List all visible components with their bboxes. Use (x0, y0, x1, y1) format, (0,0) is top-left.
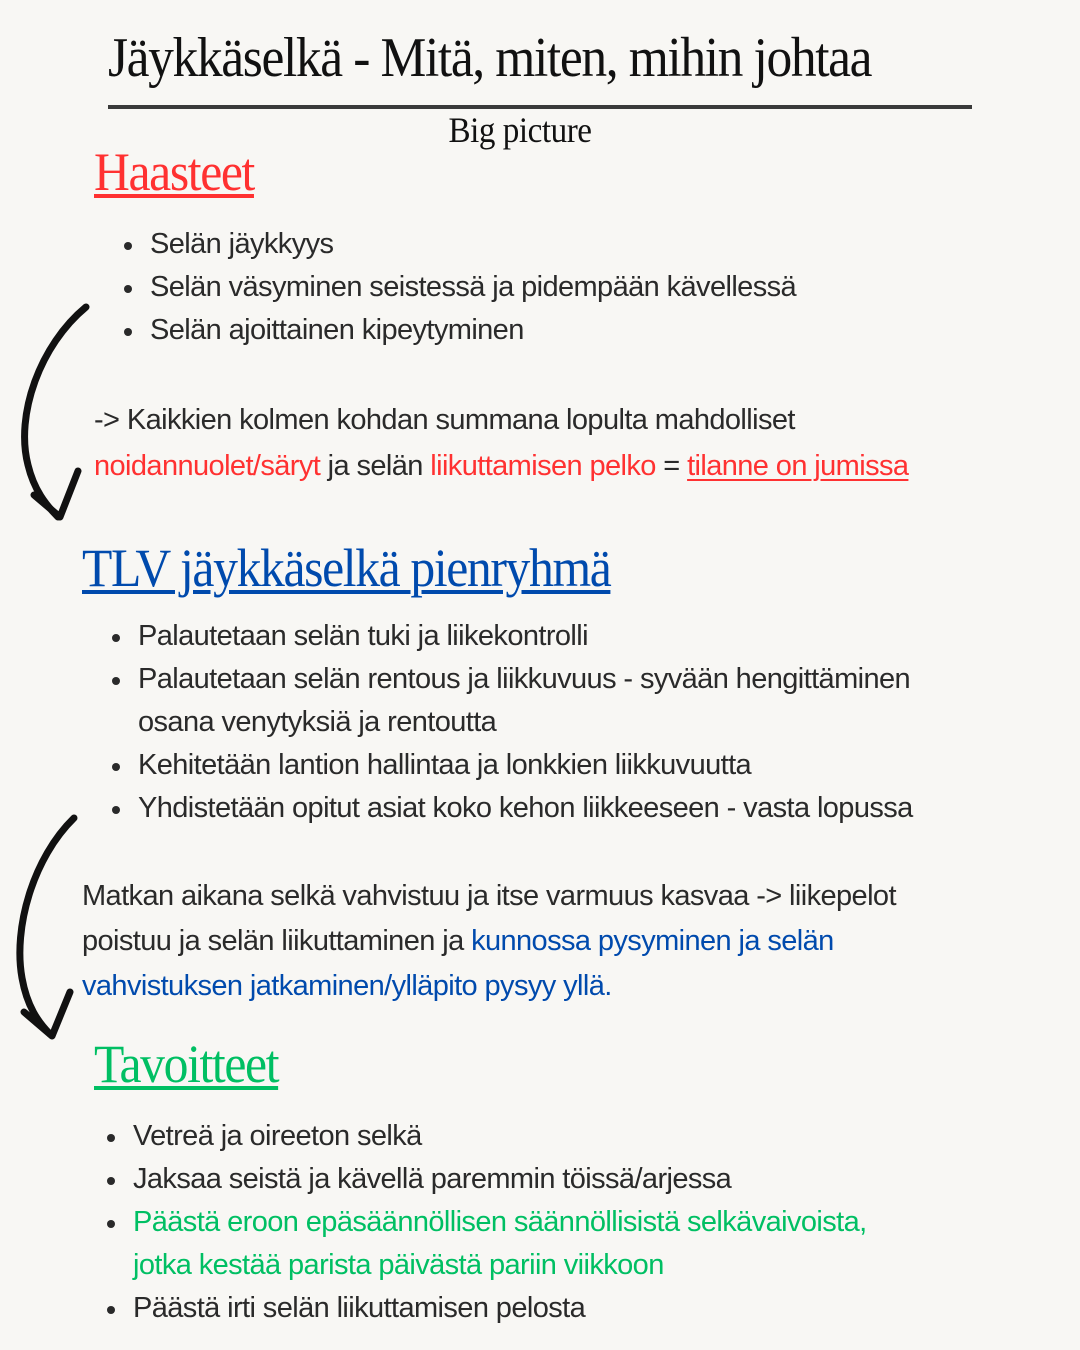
list-item: Jaksaa seistä ja kävellä paremmin töissä/arjessa (107, 1158, 867, 1201)
summary-line-1: Matkan aikana selkä vahvistuu ja itse varmuus kasvaa -> liikepelot (82, 880, 896, 912)
list-item-continuation: osana venytyksiä ja rentoutta (138, 706, 497, 738)
list-item: Päästä irti selän liikuttamisen pelosta (107, 1287, 867, 1330)
page-title: Jäykkäselkä - Mitä, miten, mihin johtaa (108, 27, 872, 89)
tavoitteet-heading: Tavoitteet (94, 1034, 279, 1094)
list-item: Yhdistetään opitut asiat koko kehon liikkeeseen - vasta lopussa (112, 787, 913, 830)
list-item: Selän väsyminen seistessä ja pidempään kävellessä (124, 266, 796, 309)
list-item: Selän ajoittainen kipeytyminen (124, 309, 796, 352)
list-item: Vetreä ja oireeton selkä (107, 1115, 867, 1158)
haasteet-list (124, 223, 796, 352)
list-item: Selän jäykkyys (124, 223, 796, 266)
list-item: Palautetaan selän tuki ja liikekontrolli (112, 615, 913, 658)
tlv-list (112, 615, 913, 830)
summary-text: ja selän (320, 450, 431, 482)
page-subtitle: Big picture (448, 110, 592, 150)
summary-line-2 (82, 919, 896, 964)
list-item-continuation: jotka kestää parista päivästä pariin viikkoon (133, 1249, 664, 1281)
summary-line-3: vahvistuksen jatkaminen/ylläpito pysyy yllä. (82, 970, 612, 1002)
highlight-sciatica: noidannuolet/säryt (94, 450, 321, 482)
tavoitteet-list (107, 1115, 867, 1330)
list-item: Kehitetään lantion hallintaa ja lonkkien liikkuvuutta (112, 744, 913, 787)
highlight-stuck: tilanne on jumissa (687, 450, 909, 482)
list-item: Palautetaan selän rentous ja liikkuvuus - syvään hengittäminen (112, 658, 913, 701)
haasteet-heading: Haasteet (94, 142, 254, 202)
summary-text: = (655, 450, 688, 482)
highlight-fear: liikuttamisen pelko (430, 450, 656, 482)
curved-down-arrow-icon (8, 808, 88, 1048)
curved-down-arrow-icon (10, 295, 90, 530)
summary-text: poistuu ja selän liikuttaminen ja (82, 925, 472, 957)
list-item-highlight: Päästä eroon epäsäännöllisen säännöllisistä selkävaivoista, (107, 1201, 867, 1244)
tlv-heading: TLV jäykkäselkä pienryhmä (82, 538, 611, 598)
summary-line-2 (94, 443, 908, 489)
summary-line-1: -> Kaikkien kolmen kohdan summana lopulta mahdolliset (94, 404, 795, 436)
haasteet-summary (94, 397, 908, 489)
tlv-summary (82, 874, 896, 1009)
highlight-maintenance: kunnossa pysyminen ja selän (471, 925, 834, 957)
